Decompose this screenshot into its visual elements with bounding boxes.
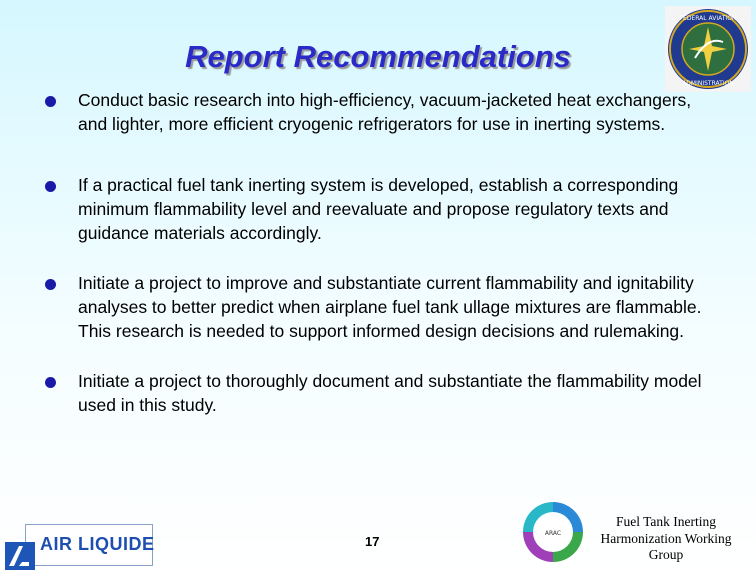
faa-seal-icon — [665, 6, 751, 92]
page-number: 17 — [365, 534, 380, 549]
bullet-dot-icon — [45, 279, 56, 290]
svg-text:FEDERAL AVIATION: FEDERAL AVIATION — [679, 15, 737, 22]
arac-cycle-icon — [517, 496, 589, 568]
bullet-list — [44, 88, 724, 417]
air-liquide-logo-text: AIR LIQUIDE — [40, 534, 155, 554]
slide-title: Report Recommendations — [185, 39, 571, 74]
bullet-text: Initiate a project to improve and substantiate current flammability and ignitability analyses to better predict when airplane fuel tank ullage mixtures are flammable. This research is needed to support informed design decisions and rulemaking. — [78, 273, 702, 341]
bullet-text: Initiate a project to thoroughly document and substantiate the flammability model used in this study. — [78, 371, 702, 415]
air-liquide-mark-icon — [5, 542, 35, 570]
bullet-dot-icon — [45, 377, 56, 388]
bullet-text: If a practical fuel tank inerting system is developed, establish a corresponding minimum flammability level and reevaluate and propose regulatory texts and guidance materials accordingly. — [78, 175, 679, 243]
bullet-dot-icon — [45, 96, 56, 107]
svg-text:ADMINISTRATION: ADMINISTRATION — [682, 80, 734, 87]
bullet-item — [44, 173, 724, 245]
bullet-dot-icon — [45, 181, 56, 192]
bullet-item — [44, 369, 724, 417]
svg-text:ARAC: ARAC — [544, 530, 562, 537]
bullet-text: Conduct basic research into high-efficiency, vacuum-jacketed heat exchangers, and lighter, more efficient cryogenic refrigerators for use in inerting systems. — [78, 90, 692, 134]
footer-org-name: Fuel Tank Inerting Harmonization Working Group — [600, 514, 732, 562]
bullet-item — [44, 271, 724, 343]
bullet-item — [44, 88, 724, 136]
